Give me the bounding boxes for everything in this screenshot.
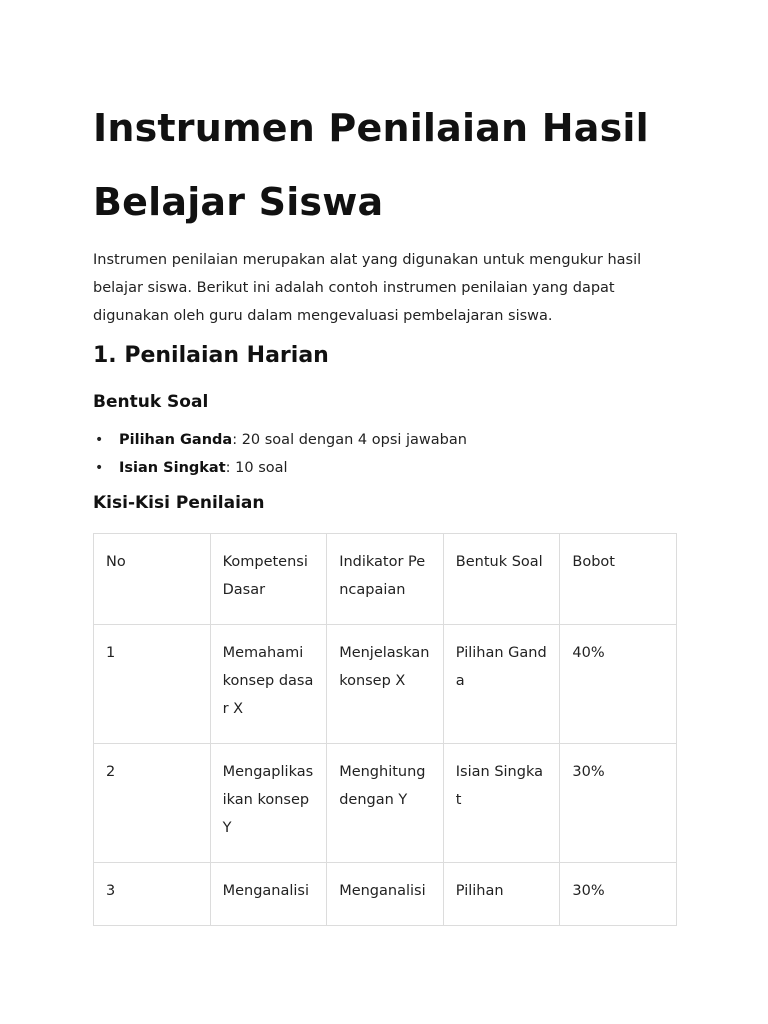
- table-row: [94, 863, 677, 926]
- table-cell: 1: [94, 625, 211, 744]
- bullet-icon: •: [95, 460, 104, 476]
- table-cell: Menghitung dengan Y: [327, 744, 444, 863]
- list-item: [93, 426, 677, 454]
- table-header-row: [94, 534, 677, 625]
- table-cell: 30%: [560, 863, 677, 926]
- list-item-desc: : 10 soal: [225, 460, 288, 476]
- table-header-cell: No: [94, 534, 211, 625]
- subheading-kisi-kisi: Kisi-Kisi Penilaian: [93, 493, 265, 513]
- intro-paragraph: Instrumen penilaian merupakan alat yang digunakan untuk mengukur hasil belajar siswa. Berikut ini adalah contoh instrumen penilaian yang dapat digunakan oleh guru dalam mengevaluasi pembelajaran siswa.: [93, 252, 642, 324]
- table-header-cell: Bentuk Soal: [443, 534, 560, 625]
- list-item-desc: : 20 soal dengan 4 opsi jawaban: [232, 432, 467, 448]
- list-item-term: Pilihan Ganda: [119, 432, 233, 448]
- bullet-icon: •: [95, 432, 104, 448]
- table-cell: 2: [94, 744, 211, 863]
- table-header-cell: Bobot: [560, 534, 677, 625]
- table-cell: Mengaplikasikan konsep Y: [210, 744, 327, 863]
- table-cell: Menganalisi: [327, 863, 444, 926]
- table-cell: 3: [94, 863, 211, 926]
- table-header-cell: Kompetensi Dasar: [210, 534, 327, 625]
- page-title: Instrumen Penilaian Hasil Belajar Siswa: [93, 106, 649, 224]
- table-cell: Menjelaskan konsep X: [327, 625, 444, 744]
- section-heading-penilaian-harian: 1. Penilaian Harian: [93, 343, 329, 368]
- bentuk-soal-list: [93, 426, 677, 482]
- table-cell: 40%: [560, 625, 677, 744]
- table-header-cell: Indikator Pencapaian: [327, 534, 444, 625]
- table-cell: Menganalisi: [210, 863, 327, 926]
- table-row: [94, 625, 677, 744]
- list-item-term: Isian Singkat: [119, 460, 226, 476]
- kisi-kisi-table: [93, 533, 677, 926]
- table-cell: Isian Singkat: [443, 744, 560, 863]
- table-cell: 30%: [560, 744, 677, 863]
- table-cell: Pilihan: [443, 863, 560, 926]
- list-item: [93, 454, 677, 482]
- table-cell: Pilihan Ganda: [443, 625, 560, 744]
- subheading-bentuk-soal: Bentuk Soal: [93, 392, 209, 412]
- table-cell: Memahami konsep dasar X: [210, 625, 327, 744]
- table-row: [94, 744, 677, 863]
